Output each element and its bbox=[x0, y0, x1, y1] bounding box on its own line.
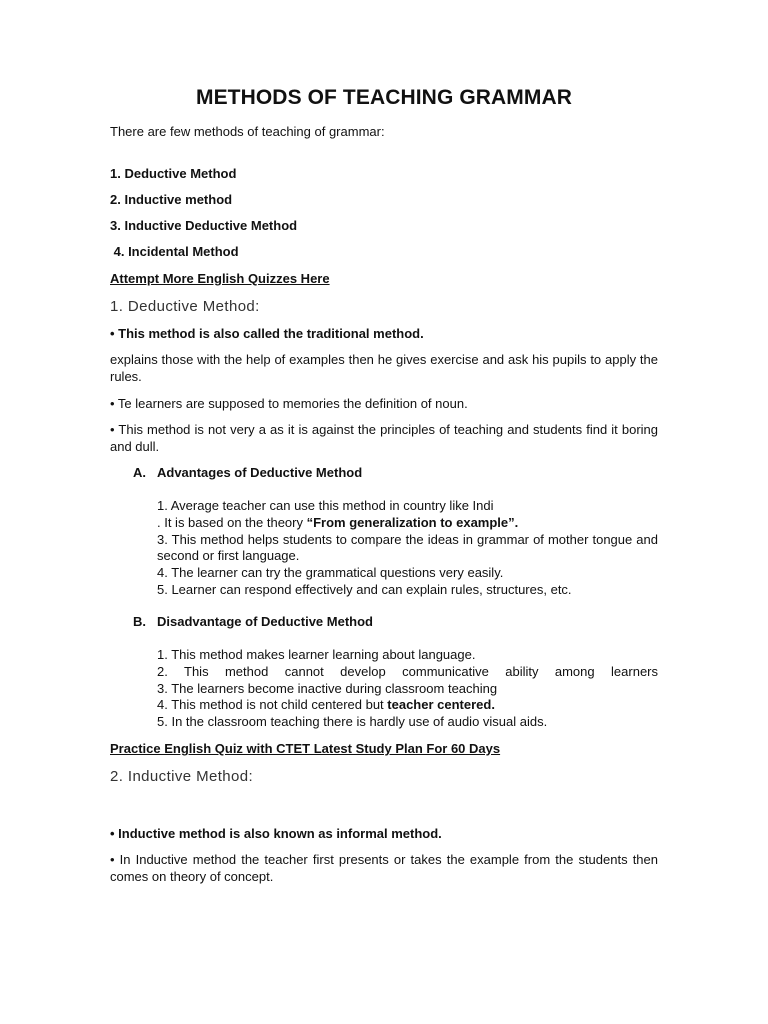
disadvantages-letter: B. bbox=[133, 614, 146, 629]
method-item-4: 4. Incidental Method bbox=[110, 244, 239, 259]
advantages-list bbox=[157, 498, 658, 599]
advantages-heading-text: Advantages of Deductive Method bbox=[157, 465, 363, 480]
disadvantage-item-2: 2. This method cannot develop communicative ability among learners bbox=[157, 663, 658, 679]
advantage-item-2: . It is based on the theory “From generalization to example”. bbox=[157, 514, 519, 530]
advantage-item-4: 4. The learner can try the grammatical questions very easily. bbox=[157, 565, 504, 581]
page-title: METHODS OF TEACHING GRAMMAR bbox=[195, 86, 572, 109]
disadvantage-item-3: 3. The learners become inactive during classroom teaching bbox=[157, 680, 498, 696]
disadvantages-heading-text: Disadvantage of Deductive Method bbox=[157, 614, 373, 629]
intro-text: There are few methods of teaching of grammar: bbox=[110, 124, 385, 139]
deductive-paragraph-3: • This method is not very a as it is against the principles of teaching and students find it boring and dull. bbox=[110, 422, 658, 454]
practice-quiz-link[interactable]: Practice English Quiz with CTET Latest Study Plan For 60 Days bbox=[110, 741, 501, 756]
advantage-item-3: 3. This method helps students to compare the ideas in grammar of mother tongue and second or first language. bbox=[157, 531, 658, 564]
advantage-item-5: 5. Learner can respond effectively and can explain rules, structures, etc. bbox=[157, 581, 572, 597]
deductive-paragraph-1: explains those with the help of examples then he gives exercise and ask his pupils to apply the rules. bbox=[110, 352, 658, 384]
advantage-item-1: 1. Average teacher can use this method in country like Indi bbox=[157, 498, 494, 513]
method-item-2: 2. Inductive method bbox=[110, 192, 233, 207]
english-quizzes-link[interactable]: Attempt More English Quizzes Here bbox=[110, 271, 330, 286]
inductive-method-heading: 2. Inductive Method: bbox=[110, 768, 254, 785]
disadvantage-item-4: 4. This method is not child centered but teacher centered. bbox=[157, 697, 495, 713]
deductive-method-heading: 1. Deductive Method: bbox=[110, 298, 260, 315]
inductive-bullet-informal: • Inductive method is also known as informal method. bbox=[110, 826, 442, 841]
advantages-heading bbox=[133, 465, 362, 480]
method-item-1: 1. Deductive Method bbox=[110, 166, 237, 181]
disadvantages-heading bbox=[133, 614, 373, 629]
disadvantage-item-1: 1. This method makes learner learning about language. bbox=[157, 647, 476, 662]
deductive-bullet-traditional: • This method is also called the traditional method. bbox=[110, 326, 424, 341]
disadvantage-item-5: 5. In the classroom teaching there is hardly use of audio visual aids. bbox=[157, 714, 548, 730]
disadvantages-list bbox=[157, 647, 658, 731]
method-item-3: 3. Inductive Deductive Method bbox=[110, 218, 298, 233]
deductive-paragraph-2: • Te learners are supposed to memories the definition of noun. bbox=[110, 396, 468, 411]
advantages-letter: A. bbox=[133, 465, 146, 480]
inductive-paragraph-1: • In Inductive method the teacher first presents or takes the example from the students then comes on theory of concept. bbox=[110, 852, 658, 884]
